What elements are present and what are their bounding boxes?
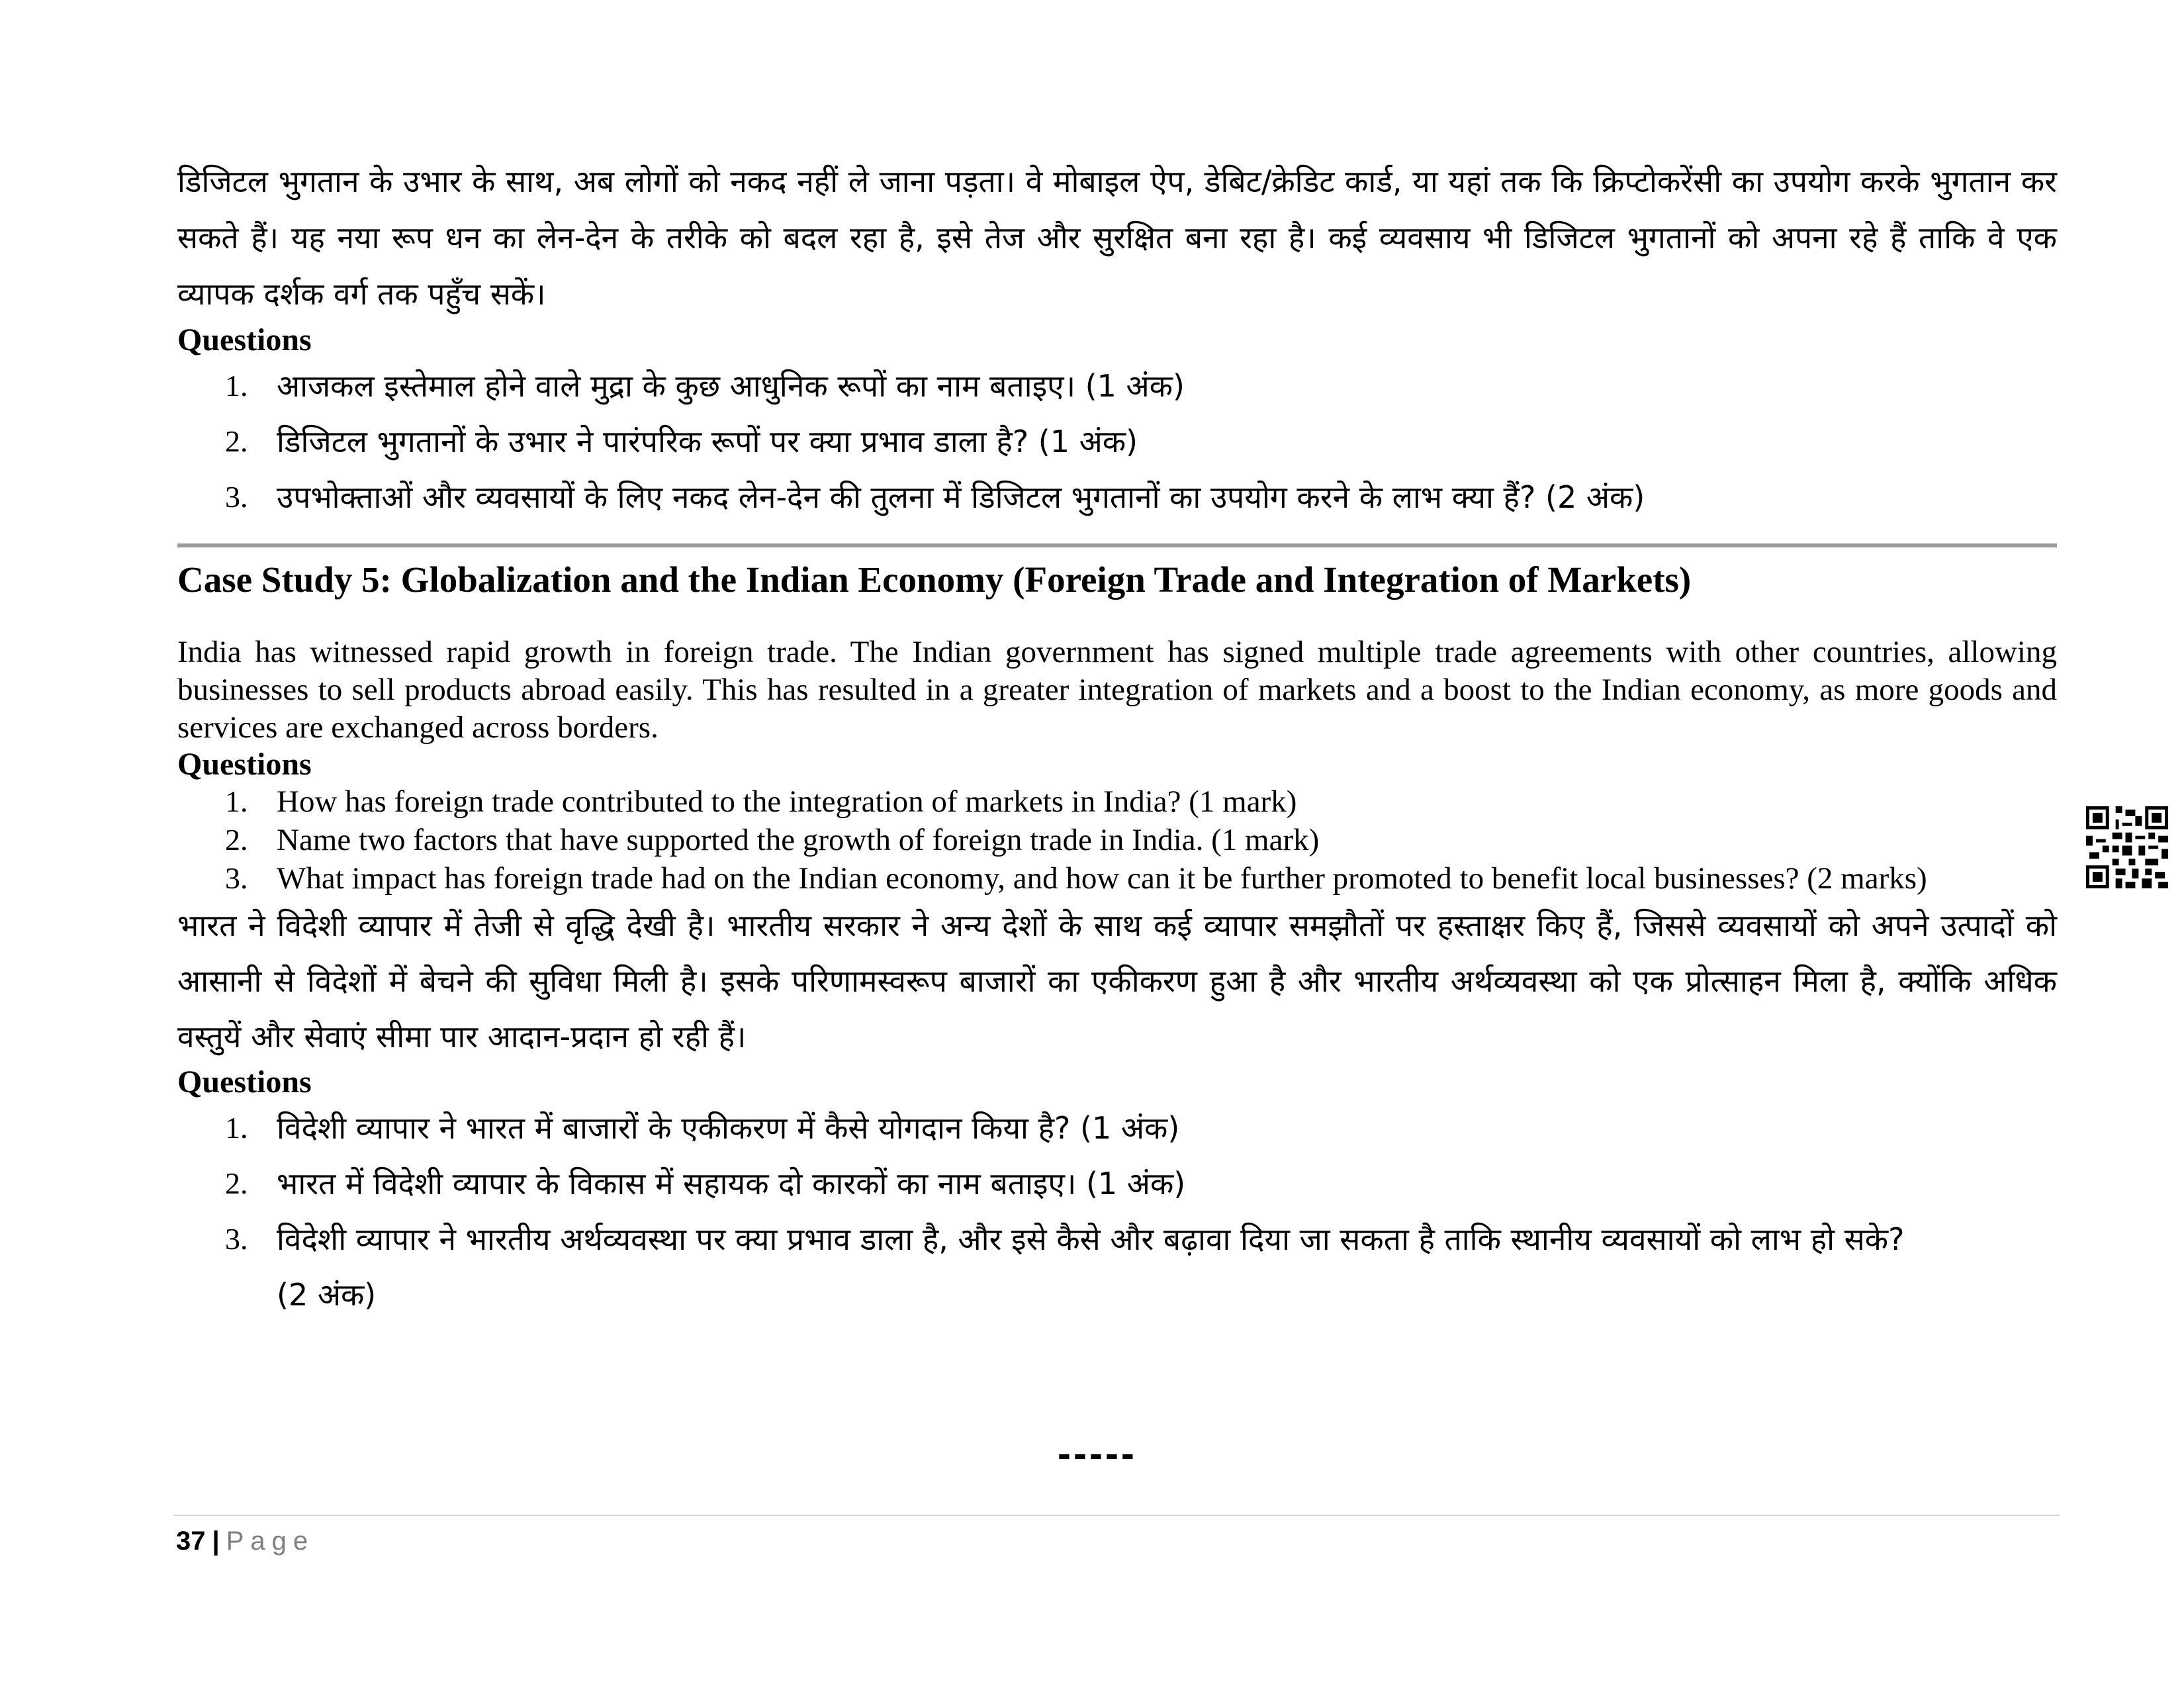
list-item: 3. What impact has foreign trade had on the Indian economy, and how can it be further promoted to benefit local businesses? (2 marks) (225, 861, 1927, 896)
list-item: 1. विदेशी व्यापार ने भारत में बाजारों के एकीकरण में कैसे योगदान किया है? (1 अंक) (225, 1110, 1180, 1146)
footer-divider (173, 1515, 2060, 1516)
list-item: 2. भारत में विदेशी व्यापार के विकास में सहायक दो कारकों का नाम बताइए। (1 अंक) (225, 1166, 1186, 1201)
questions-heading: Questions (177, 747, 312, 782)
list-item: 1. How has foreign trade contributed to the integration of markets in India? (1 mark) (225, 784, 1297, 819)
list-item: 1. आजकल इस्तेमाल होने वाले मुद्रा के कुछ आधुनिक रूपों का नाम बताइए। (1 अंक) (225, 368, 1185, 404)
case-paragraph-english: India has witnessed rapid growth in foreign trade. The Indian government has signed multiple trade agreements with other countries, allowing businesses to sell products abroad easily. This has resulted in a greater integration of markets and a boost to the Indian economy, as more goods and services are exchanged across borders. (177, 635, 2057, 745)
question-list-hindi-a (177, 358, 2057, 525)
footer-separator: | (212, 1526, 220, 1556)
question-list-hindi-b (177, 1100, 2057, 1323)
section-divider (177, 543, 2057, 547)
page-label: Page (226, 1526, 315, 1556)
questions-heading: Questions (177, 322, 312, 357)
question-list-english (177, 782, 2057, 898)
list-item: 2. डिजिटल भुगतानों के उभार ने पारंपरिक रूपों पर क्या प्रभाव डाला है? (1 अंक) (225, 424, 1138, 459)
case-study-title: Case Study 5: Globalization and the Indian Economy (Foreign Trade and Integration of Markets) (177, 559, 1692, 600)
questions-heading: Questions (177, 1064, 312, 1100)
page-footer (176, 1523, 314, 1560)
qr-code-icon (2086, 806, 2168, 888)
intro-paragraph-hindi: डिजिटल भुगतान के उभार के साथ, अब लोगों को नकद नहीं ले जाना पड़ता। वे मोबाइल ऐप, डेबिट/क्रेडिट कार्ड, या यहां तक कि क्रिप्टोकरेंसी का उपयोग करके भुगतान कर सकते हैं। यह नया रूप धन का लेन-देन के तरीके को बदल रहा है, इसे तेज और सुरक्षित बना रहा है। कई व्यवसाय भी डिजिटल भुगतानों को अपना रहे हैं ताकि वे एक व्यापक दर्शक वर्ग तक पहुँच सकें। (177, 164, 2057, 312)
document-page (177, 154, 2057, 1323)
page-number: 37 (176, 1526, 206, 1556)
list-item: 3. विदेशी व्यापार ने भारतीय अर्थव्यवस्था पर क्या प्रभाव डाला है, और इसे कैसे और बढ़ावा दिया जा सकता है ताकि स्थानीय व्यवसायों को लाभ हो सके? (2 अंक) (225, 1221, 1905, 1313)
list-item: 2. Name two factors that have supported the growth of foreign trade in India. (1 mark) (225, 823, 1320, 857)
case-paragraph-hindi: भारत ने विदेशी व्यापार में तेजी से वृद्धि देखी है। भारतीय सरकार ने अन्य देशों के साथ कई व्यापार समझौतों पर हस्ताक्षर किए हैं, जिससे व्यवसायों को अपने उत्पादों को आसानी से विदेशों में बेचने की सुविधा मिली है। इसके परिणामस्वरूप बाजारों का एकीकरण हुआ है और भारतीय अर्थव्यवस्था को एक प्रोत्साहन मिला है, क्योंकि अधिक वस्तुयें और सेवाएं सीमा पार आदान-प्रदान हो रही हैं। (177, 908, 2057, 1055)
end-of-section-marker: ----- (1058, 1431, 1137, 1476)
list-item: 3. उपभोक्ताओं और व्यवसायों के लिए नकद लेन-देन की तुलना में डिजिटल भुगतानों का उपयोग करने के लाभ क्या हैं? (2 अंक) (225, 479, 1645, 515)
